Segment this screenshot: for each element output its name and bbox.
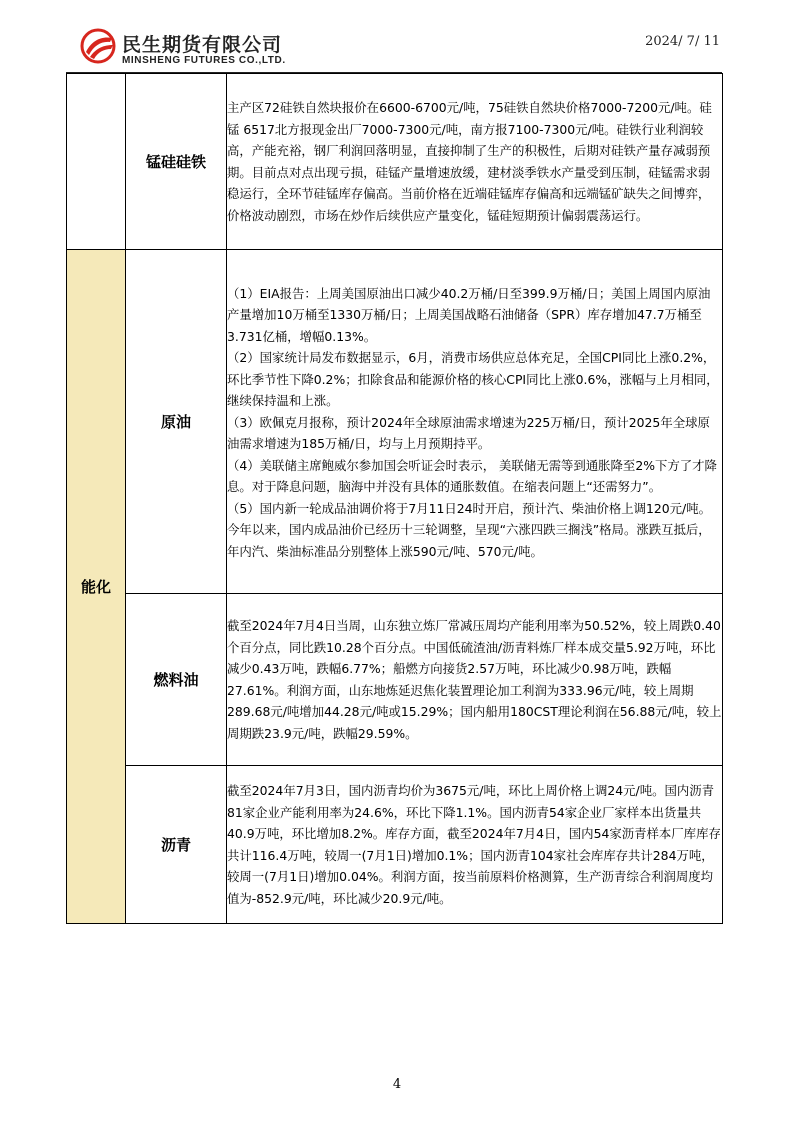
commodity-table <box>66 73 723 924</box>
page-number: 4 <box>392 1077 402 1092</box>
crude-paragraph-5: （5）国内新一轮成品油调价将于7月11日24时开启，预计汽、柴油价格上调120元/吨。今年以来，国内成品油价已经历十三轮调整，呈现“六涨四跌三搁浅”格局。涨跌互抵后，年内汽、柴油标准品分别整体上涨590元/吨、570元/吨。 <box>227 500 712 559</box>
table-row-crude <box>67 250 723 594</box>
page-header <box>0 0 794 70</box>
minsheng-logo-icon <box>80 28 116 64</box>
crude-paragraph-1: （1）EIA报告：上周美国原油出口减少40.2万桶/日至399.9万桶/日；美国上周国内原油产量增加10万桶至1330万桶/日；上周美国战略石油储备（SPR）库存增加47.7万桶至3.731亿桶，增幅0.13%。 <box>227 285 711 344</box>
crude-paragraph-2: （2）国家统计局发布数据显示，6月，消费市场供应总体充足，全国CPI同比上涨0.2%，环比季节性下降0.2%；扣除食品和能源价格的核心CPI同比上涨0.6%，涨幅与上月相同，继续保持温和上涨。 <box>227 350 719 409</box>
crude-paragraph-4: （4）美联储主席鲍威尔参加国会听证会时表示， 美联储无需等到通胀降至2%下方了才降息。对于降息问题，脑海中并没有具体的通胀数值。在缩表问题上“还需努力”。 <box>227 457 717 495</box>
sector-label-energy: 能化 <box>67 250 126 924</box>
company-name-en: MINSHENG FUTURES CO.,LTD. <box>122 55 286 66</box>
product-label-crude: 原油 <box>126 250 227 594</box>
table-row-asphalt <box>67 766 723 924</box>
product-label-asphalt: 沥青 <box>126 766 227 924</box>
content-fuel-oil: 截至2024年7月4日当周，山东独立炼厂常减压周均产能利用率为50.52%，较上周跌0.40个百分点，同比跌10.28个百分点。中国低硫渣油/沥青料炼厂样本成交量5.92万吨，环比减少0.43万吨，跌幅6.77%；船燃方向接货2.57万吨，环比减少0.98万吨，跌幅27.61%。利润方面，山东地炼延迟焦化装置理论加工利润为333.96元/吨，较上周期289.68元/吨增加44.28元/吨或15.29%；国内船用180CST理论利润在56.88元/吨，较上周期跌23.9元/吨，跌幅29.59%。 <box>227 594 723 766</box>
content-asphalt: 截至2024年7月3日，国内沥青均价为3675元/吨，环比上周价格上调24元/吨。国内沥青81家企业产能利用率为24.6%，环比下降1.1%。国内沥青54家企业厂家样本出货量共40.9万吨，环比增加8.2%。库存方面，截至2024年7月4日，国内54家沥青样本厂库库存共计116.4万吨，较周一(7月1日)增加0.1%；国内沥青104家社会库库存共计284万吨，较周一(7月1日)增加0.04%。利润方面，按当前原料价格测算，生产沥青综合利润周度均值为-852.9元/吨，环比减少20.9元/吨。 <box>227 766 723 924</box>
product-label-mnsi: 锰硅硅铁 <box>126 74 227 250</box>
report-date: 2024/ 7/ 11 <box>645 34 720 49</box>
table-row-fuel-oil <box>67 594 723 766</box>
product-label-fuel-oil: 燃料油 <box>126 594 227 766</box>
content-crude <box>227 250 723 594</box>
sector-cell-empty <box>67 74 126 250</box>
content-mnsi: 主产区72硅铁自然块报价在6600-6700元/吨，75硅铁自然块价格7000-7200元/吨。硅锰 6517北方报现金出厂7000-7300元/吨，南方报7100-7300元/吨。硅铁行业利润较高，产能充裕，钢厂利润回落明显，直接抑制了生产的积极性，后期对硅铁产量存减弱预期。目前点对点出现亏损，硅锰产量增速放缓，建材淡季铁水产量受到压制，硅锰需求弱稳运行，全环节硅锰库存偏高。当前价格在近端硅锰库存偏高和远端锰矿缺失之间博弈，价格波动剧烈，市场在炒作后续供应产量变化，锰硅短期预计偏弱震荡运行。 <box>227 74 723 250</box>
company-name-cn: 民生期货有限公司 <box>122 34 283 56</box>
table-row-mnsi <box>67 74 723 250</box>
crude-paragraph-3: （3）欧佩克月报称，预计2024年全球原油需求增速为225万桶/日，预计2025年全球原油需求增速为185万桶/日，均与上月预期持平。 <box>227 414 710 452</box>
